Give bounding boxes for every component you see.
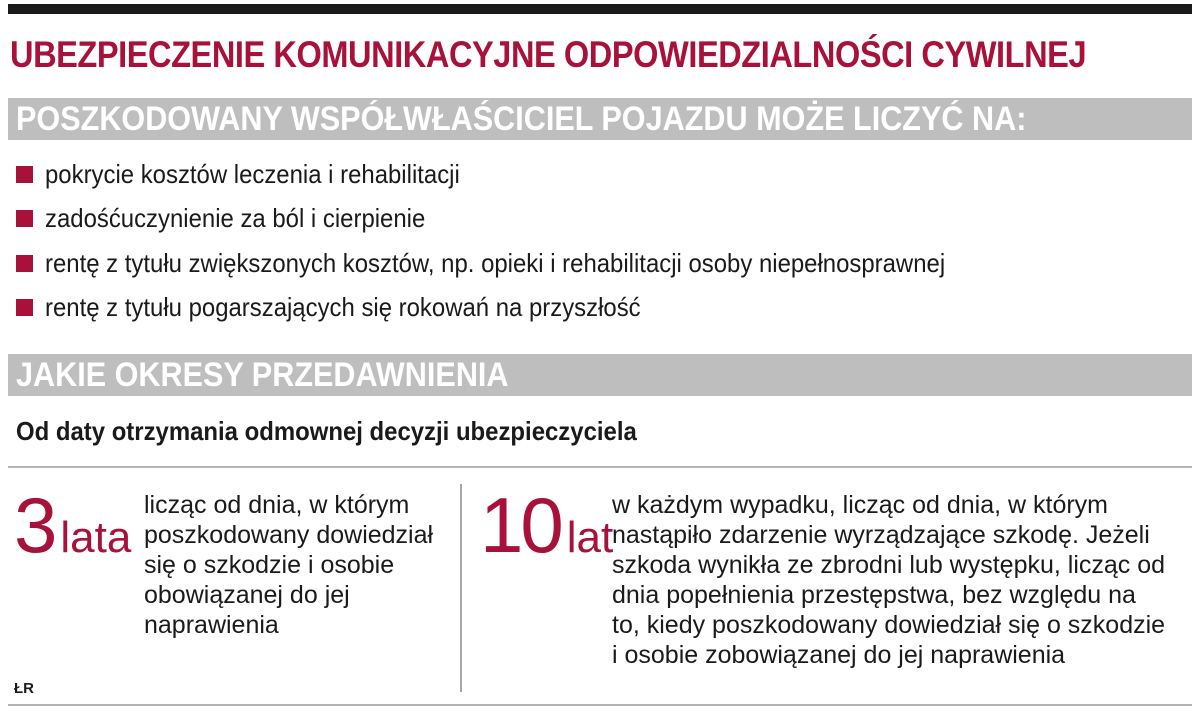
bottom-rule: [8, 704, 1192, 706]
period-unit: lata: [60, 513, 132, 562]
section-heading: JAKIE OKRESY PRZEDAWNIENIA: [16, 356, 509, 394]
square-bullet-icon: [16, 210, 33, 227]
square-bullet-icon: [16, 166, 33, 183]
column-divider: [460, 484, 462, 692]
list-item: rentę z tytułu zwiększonych kosztów, np. opieki i rehabilitacji osoby niepełnosprawnej: [16, 241, 1186, 286]
list-item: pokrycie kosztów leczenia i rehabilitacji: [16, 152, 1186, 197]
period-number: 10: [480, 481, 561, 569]
section-header-limitation: [8, 354, 1192, 396]
top-rule: [8, 4, 1192, 14]
limitation-subheading: Od daty otrzymania odmownej decyzji ubezpieczyciela: [16, 416, 637, 446]
source-credit: ŁR: [14, 680, 34, 697]
section-heading: POSZKODOWANY WSPÓŁWŁAŚCICIEL POJAZDU MOŻE LICZYĆ NA:: [16, 100, 1027, 138]
page-title: UBEZPIECZENIE KOMUNIKACYJNE ODPOWIEDZIALNOŚCI CYWILNEJ: [10, 34, 1087, 75]
period-3-years: [14, 480, 131, 571]
square-bullet-icon: [16, 299, 33, 316]
period-description: w każdym wypadku, licząc od dnia, w którym nastąpiło zdarzenie wyrządzające szkodę. Jeżeli szkoda wynikła ze zbrodni lub występku, licząc od dnia popełnienia przestępstwa, bez względu na to, kiedy poszkodowany dowiedział się o szkodzie i osobie zobowiązanej do jej naprawienia: [612, 491, 1166, 669]
square-bullet-icon: [16, 255, 33, 272]
period-unit: lat: [566, 513, 614, 562]
list-item: zadośćuczynienie za ból i cierpienie: [16, 197, 1186, 242]
benefits-list: [16, 152, 1186, 330]
period-10-years: [480, 480, 613, 571]
divider: [8, 466, 1192, 468]
list-item: rentę z tytułu pogarszających się rokowań na przyszłość: [16, 286, 1186, 331]
period-number: 3: [14, 481, 55, 569]
period-description: licząc od dnia, w którym poszkodowany dowiedział się o szkodzie i osobie obowiązanej do jej naprawienia: [144, 491, 434, 639]
section-header-benefits: [8, 98, 1192, 140]
